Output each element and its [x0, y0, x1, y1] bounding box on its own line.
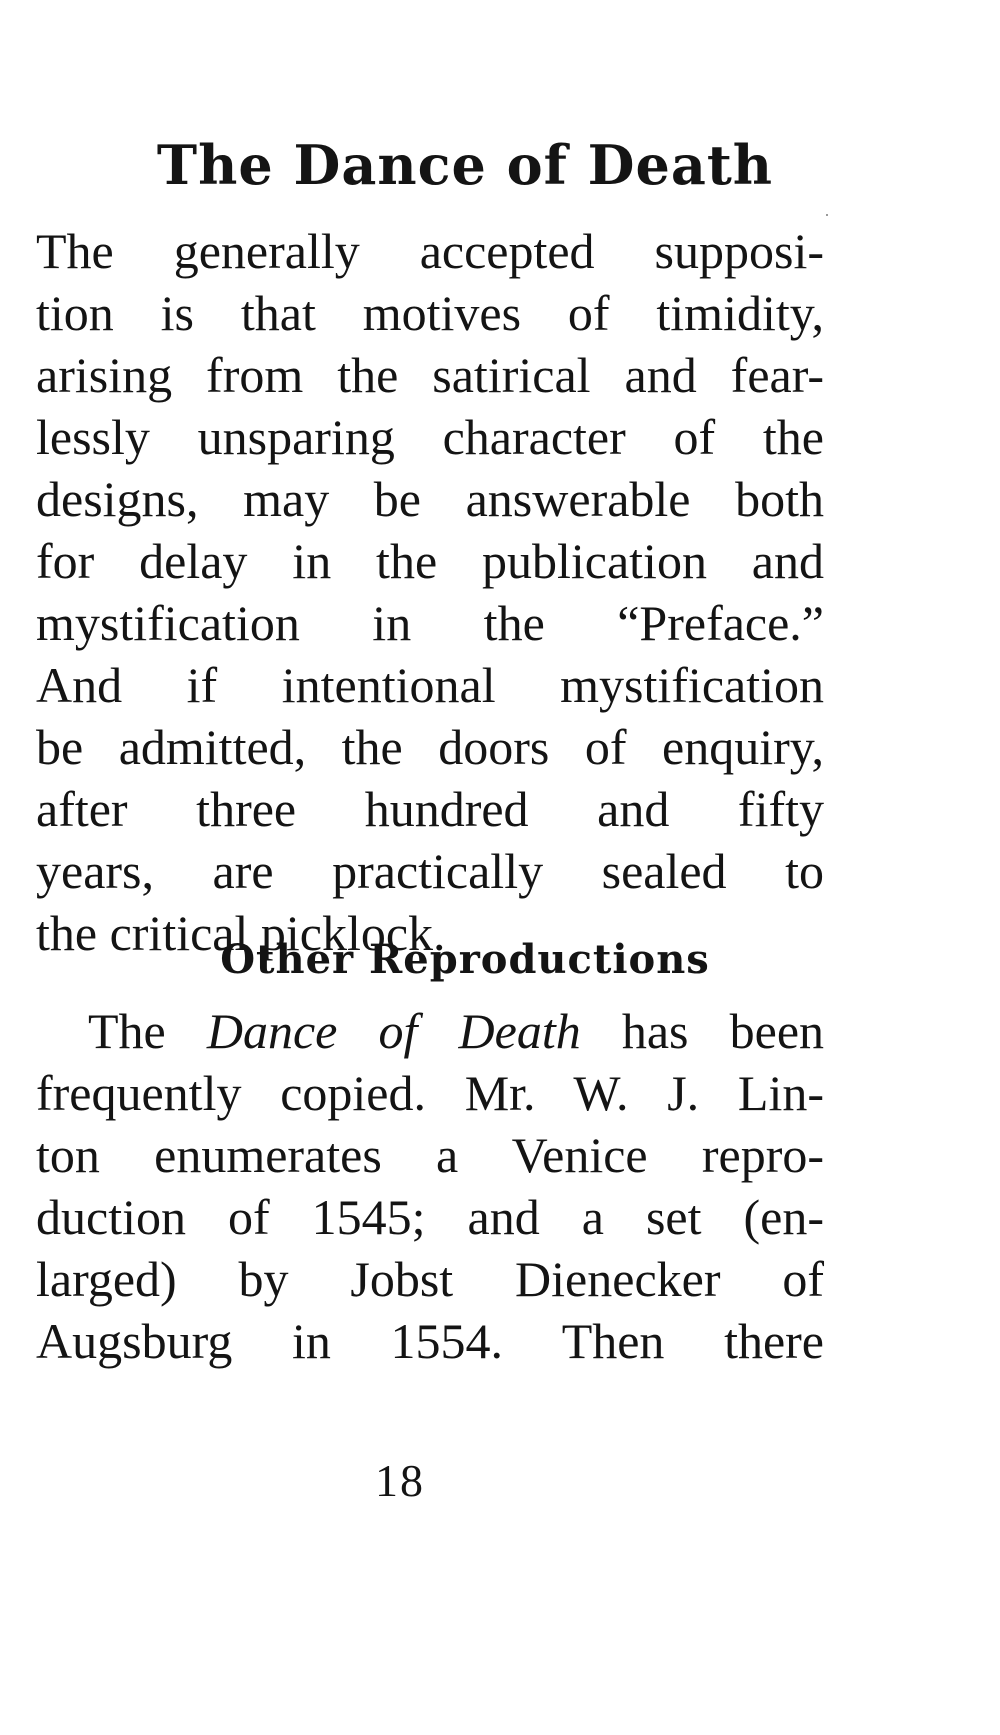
- paragraph-1: [36, 220, 824, 964]
- text-line: frequently copied. Mr. W. J. Lin-: [36, 1065, 824, 1121]
- text-line: years, are practically sealed to: [36, 843, 824, 899]
- text-line: larged) by Jobst Dienecker of: [36, 1251, 824, 1307]
- page-number: 18: [375, 1455, 425, 1506]
- running-title: The Dance of Death: [156, 133, 774, 197]
- text-span: The: [88, 1003, 207, 1059]
- text-line: be admitted, the doors of enquiry,: [36, 719, 824, 775]
- paragraph-2: [36, 1000, 824, 1372]
- section-heading: Other Reproductions: [220, 936, 710, 983]
- text-line: The generally accepted supposi-: [36, 223, 824, 279]
- text-line: [36, 1000, 824, 1062]
- text-line: Augsburg in 1554. Then there: [36, 1313, 824, 1369]
- text-line: ton enumerates a Venice repro-: [36, 1127, 824, 1183]
- text-line: arising from the satirical and fear-: [36, 347, 824, 403]
- text-line: tion is that motives of timidity,: [36, 285, 824, 341]
- text-line: lessly unsparing character of the: [36, 409, 824, 465]
- text-line: duction of 1545; and a set (en-: [36, 1189, 824, 1245]
- text-line: designs, may be answerable both: [36, 471, 824, 527]
- italic-title: Dance of Death: [206, 1003, 581, 1059]
- text-line: And if intentional mystification: [36, 657, 824, 713]
- print-speck: [826, 214, 828, 216]
- text-line: the critical picklock.: [36, 905, 446, 961]
- text-line: mystification in the “Preface.”: [36, 595, 824, 651]
- text-line: for delay in the publication and: [36, 533, 824, 589]
- text-line: after three hundred and fifty: [36, 781, 824, 837]
- text-span: has been: [580, 1003, 825, 1059]
